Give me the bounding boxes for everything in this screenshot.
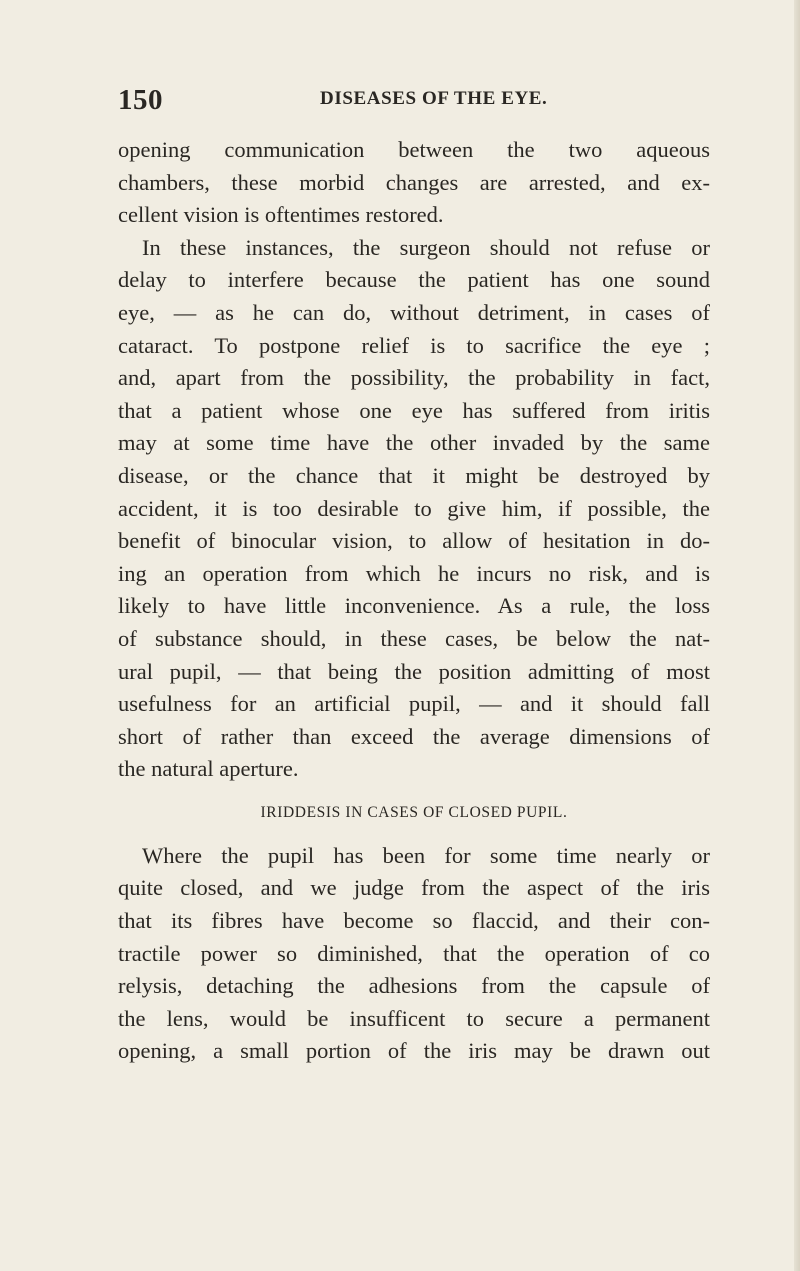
text-line: Where the pupil has been for some time nearly or (142, 842, 710, 868)
text-line: of substance should, in these cases, be below the nat- (118, 625, 710, 651)
section-heading: IRIDDESIS IN CASES OF CLOSED PUPIL. (260, 803, 568, 821)
running-head: DISEASES OF THE EYE. (320, 88, 548, 109)
text-line: that its fibres have become so flaccid, and their con- (118, 908, 710, 934)
text-line: and, apart from the possibility, the probability in fact, (118, 365, 710, 391)
paragraph-2 (118, 232, 710, 786)
text-line: that a patient whose one eye has suffered from iritis (118, 397, 710, 423)
text-line: likely to have little inconvenience. As a rule, the loss (118, 593, 710, 619)
text-line: may at some time have the other invaded by the same (118, 430, 710, 456)
text-line: benefit of binocular vision, to allow of hesitation in do- (118, 528, 710, 554)
text-line: the lens, would be insufficent to secure a permanent (118, 1005, 710, 1031)
paragraph-3 (118, 840, 710, 1068)
page-number: 150 (118, 84, 163, 116)
text-line: usefulness for an artificial pupil, — and it should fall (118, 691, 710, 717)
text-line: the natural aperture. (118, 756, 299, 782)
text-line: accident, it is too desirable to give him, if possible, the (118, 495, 710, 521)
text-line: eye, — as he can do, without detriment, in cases of (118, 299, 710, 325)
page-header (118, 84, 718, 118)
text-line: cataract. To postpone relief is to sacrifice the eye ; (118, 332, 710, 358)
text-line: relysis, detaching the adhesions from the capsule of (118, 973, 710, 999)
text-line: opening communication between the two aqueous (118, 137, 710, 162)
text-line: opening, a small portion of the iris may be drawn out (118, 1038, 710, 1064)
page-edge-shadow (794, 0, 800, 1271)
text-line: ing an operation from which he incurs no risk, and is (118, 560, 710, 586)
text-line: short of rather than exceed the average dimensions of (118, 723, 710, 749)
paragraph-1 (118, 134, 710, 232)
text-line: disease, or the chance that it might be destroyed by (118, 462, 710, 488)
text-line: quite closed, and we judge from the aspect of the iris (118, 875, 710, 901)
text-line: delay to interfere because the patient has one sound (118, 267, 710, 293)
text-line: tractile power so diminished, that the operation of co (118, 940, 710, 966)
text-line: chambers, these morbid changes are arrested, and ex- (118, 169, 710, 195)
text-line: ural pupil, — that being the position admitting of most (118, 658, 710, 684)
text-line: cellent vision is oftentimes restored. (118, 202, 444, 228)
text-line: In these instances, the surgeon should not refuse or (142, 234, 710, 260)
body-text (118, 134, 710, 1068)
